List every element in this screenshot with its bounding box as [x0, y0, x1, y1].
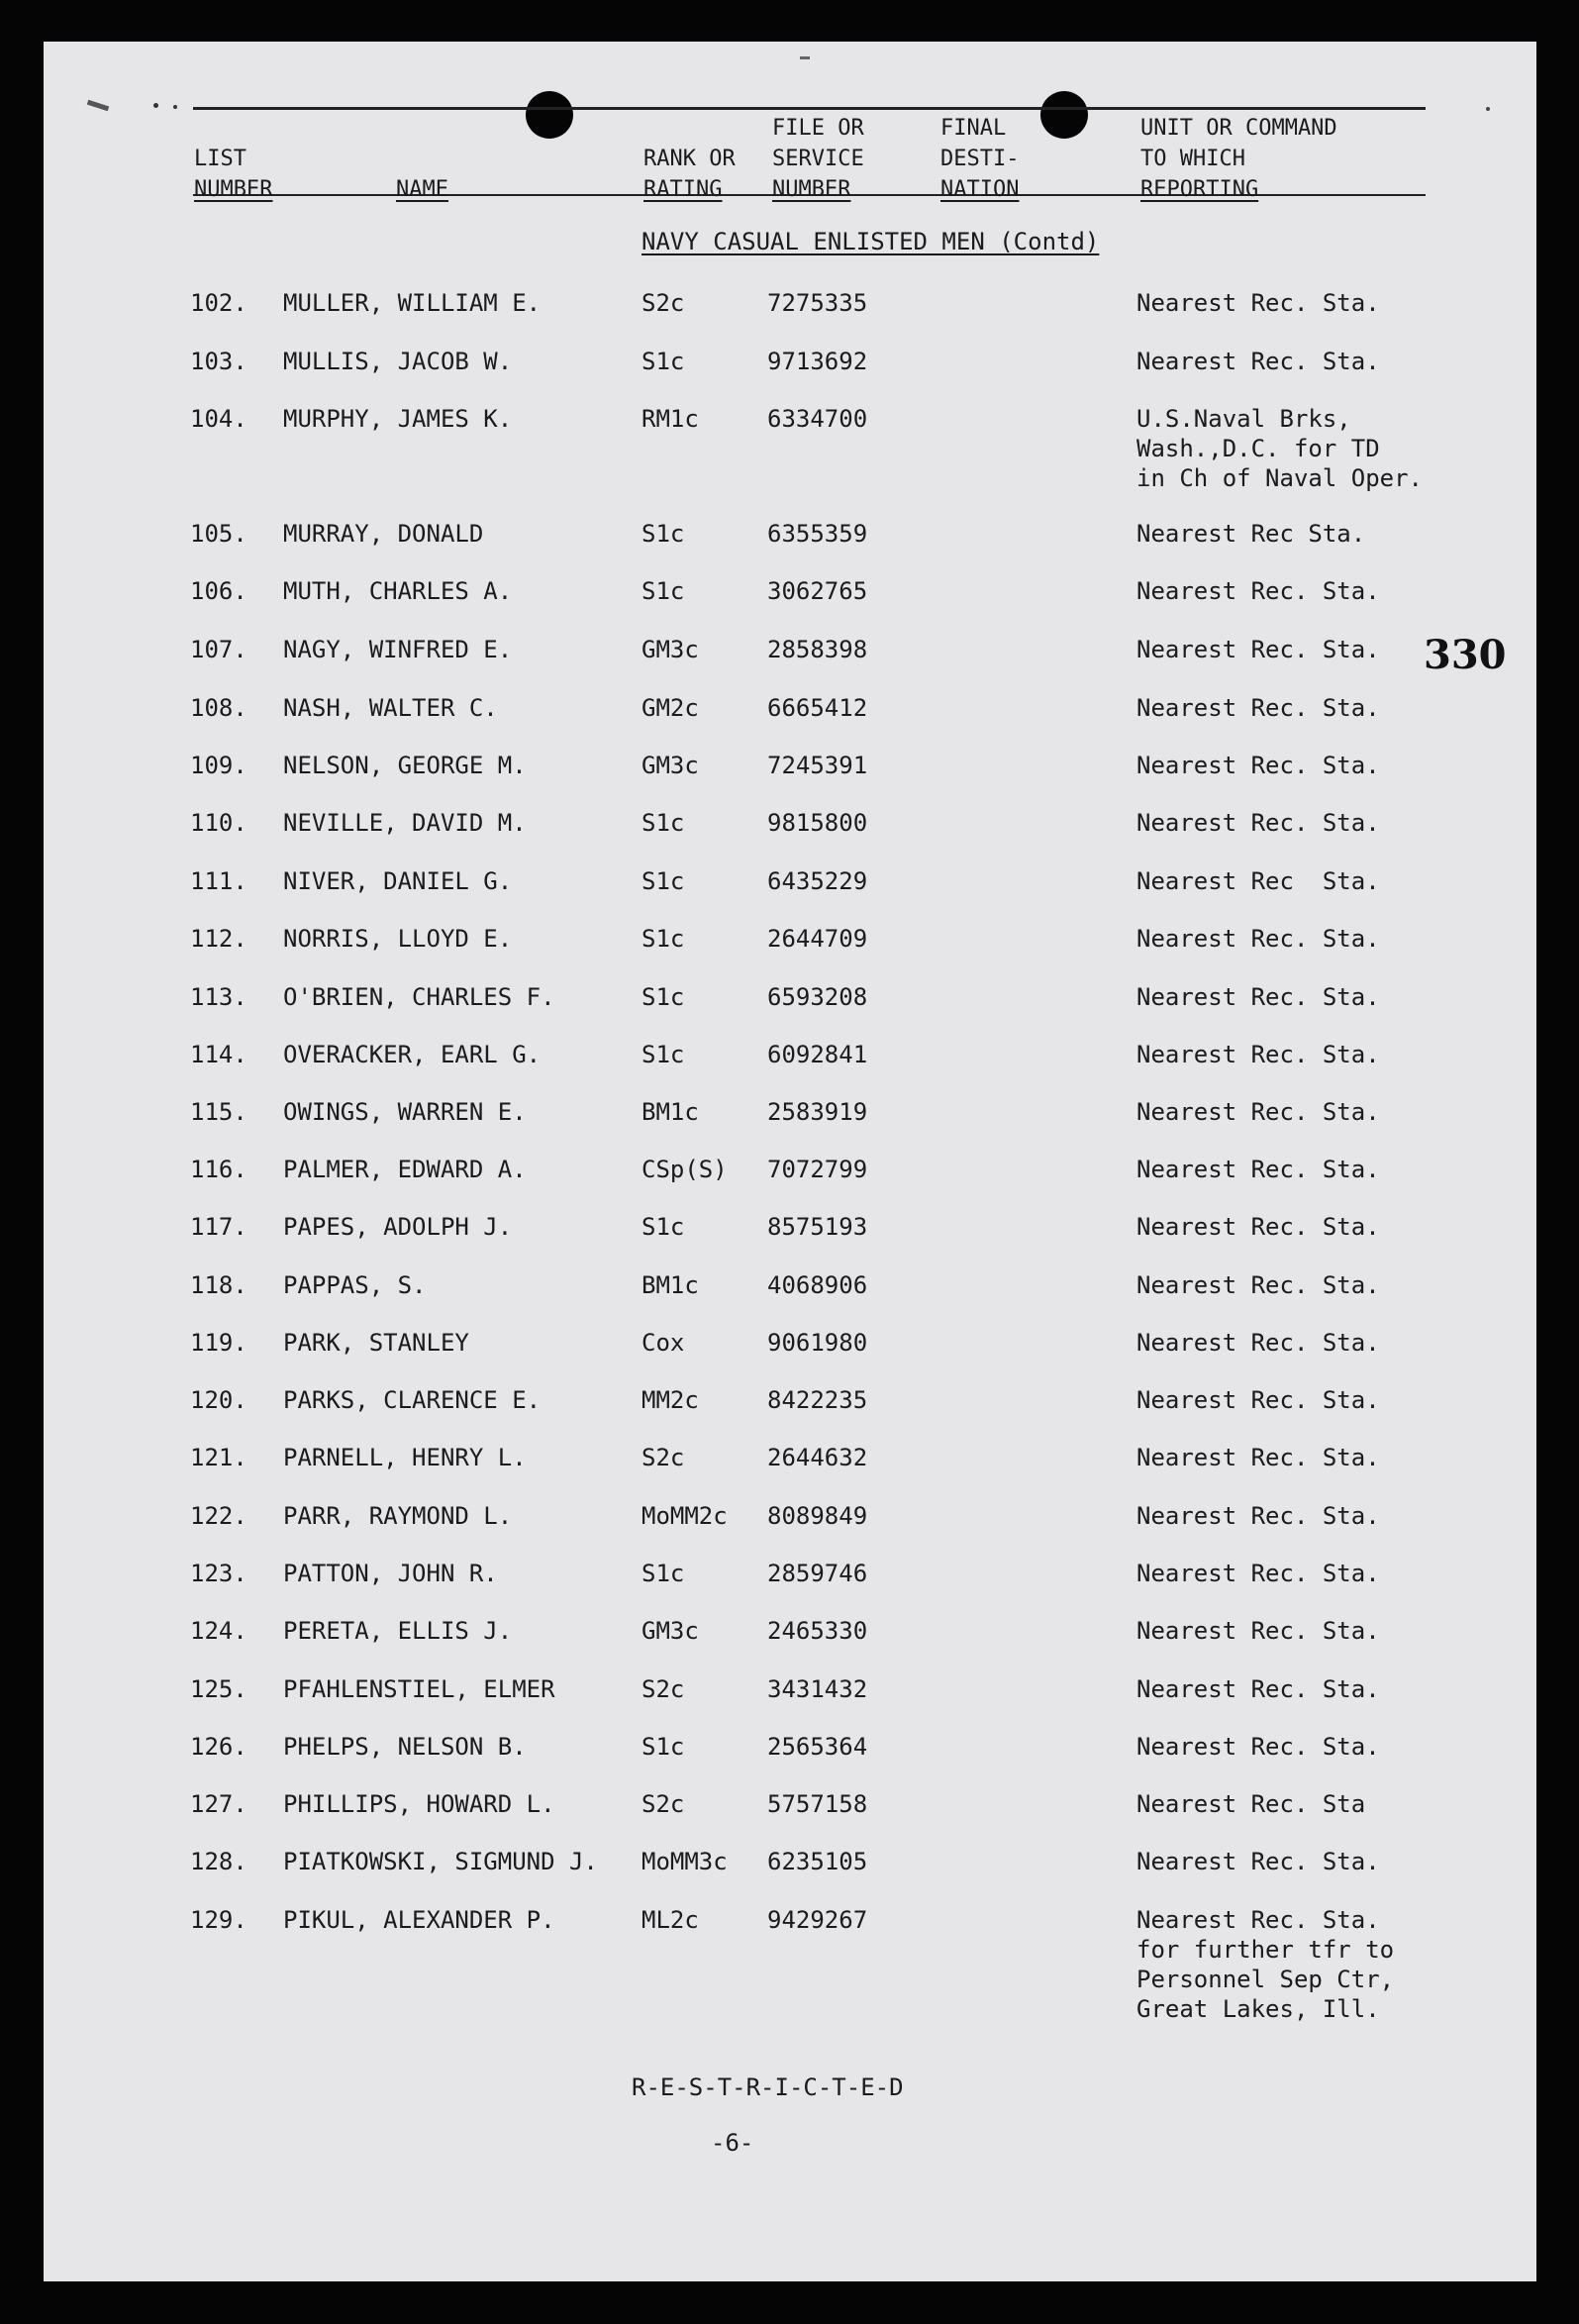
enlisted-name: NEVILLE, DAVID M.: [283, 809, 527, 837]
service-number: 8089849: [767, 1502, 868, 1530]
list-number: 122.: [190, 1502, 247, 1530]
enlisted-name: PAPPAS, S.: [283, 1271, 427, 1299]
reporting-unit: Nearest Rec. Sta.: [1136, 1041, 1380, 1068]
enlisted-name: MUTH, CHARLES A.: [283, 577, 513, 605]
list-number: 114.: [190, 1041, 247, 1068]
reporting-unit: Nearest Rec. Sta.: [1136, 348, 1380, 375]
rating: S1c: [641, 1560, 685, 1587]
reporting-unit: Nearest Rec. Sta.: [1136, 1502, 1380, 1530]
section-title: NAVY CASUAL ENLISTED MEN (Contd): [641, 228, 1100, 255]
reporting-unit: Nearest Rec. Sta: [1136, 1790, 1366, 1818]
enlisted-name: MULLER, WILLIAM E.: [283, 289, 542, 317]
list-number: 113.: [190, 983, 247, 1011]
header-list-number: [194, 144, 272, 205]
list-number: 112.: [190, 925, 247, 953]
list-number: 128.: [190, 1848, 247, 1875]
enlisted-name: NASH, WALTER C.: [283, 694, 498, 722]
rating: S2c: [641, 289, 685, 317]
service-number: 2858398: [767, 636, 868, 663]
enlisted-name: PAPES, ADOLPH J.: [283, 1213, 513, 1241]
list-number: 120.: [190, 1386, 247, 1414]
rating: GM3c: [641, 636, 699, 663]
rating: S1c: [641, 983, 685, 1011]
enlisted-name: MURRAY, DONALD: [283, 520, 484, 548]
reporting-unit: Nearest Rec. Sta.: [1136, 1329, 1380, 1357]
enlisted-name: PHILLIPS, HOWARD L.: [283, 1790, 555, 1818]
list-number: 121.: [190, 1444, 247, 1471]
list-number: 118.: [190, 1271, 247, 1299]
list-number: 109.: [190, 752, 247, 779]
list-number: 111.: [190, 867, 247, 895]
header-top-rule: [193, 107, 1426, 110]
service-number: 6235105: [767, 1848, 868, 1875]
service-number: 2859746: [767, 1560, 868, 1587]
rating: ML2c: [641, 1906, 699, 1934]
reporting-unit: Nearest Rec. Sta.: [1136, 925, 1380, 953]
reporting-unit: Nearest Rec. Sta.: [1136, 577, 1380, 605]
service-number: 2644709: [767, 925, 868, 953]
rating: GM3c: [641, 1617, 699, 1645]
rating: CSp(S): [641, 1156, 728, 1183]
list-number: 102.: [190, 289, 247, 317]
reporting-unit: Nearest Rec. Sta.: [1136, 694, 1380, 722]
reporting-unit: Nearest Rec. Sta.: [1136, 1617, 1380, 1645]
service-number: 6435229: [767, 867, 868, 895]
list-number: 108.: [190, 694, 247, 722]
reporting-unit: Nearest Rec. Sta.: [1136, 809, 1380, 837]
rating: BM1c: [641, 1098, 699, 1126]
list-number: 117.: [190, 1213, 247, 1241]
enlisted-name: PARKS, CLARENCE E.: [283, 1386, 542, 1414]
service-number: 9713692: [767, 348, 868, 375]
reporting-unit: Nearest Rec. Sta.: [1136, 636, 1380, 663]
rating: MoMM3c: [641, 1848, 728, 1875]
rating: S2c: [641, 1790, 685, 1818]
reporting-unit: Nearest Rec. Sta.: [1136, 1386, 1380, 1414]
header-file-text: FILE OR SERVICE NUMBER: [772, 116, 864, 202]
list-number: 123.: [190, 1560, 247, 1587]
list-number: 110.: [190, 809, 247, 837]
rating: MoMM2c: [641, 1502, 728, 1530]
service-number: 3431432: [767, 1675, 868, 1703]
header-name: [396, 174, 448, 205]
reporting-unit: Nearest Rec. Sta.: [1136, 1560, 1380, 1587]
list-number: 126.: [190, 1733, 247, 1761]
reporting-unit: Nearest Rec. Sta.: [1136, 1156, 1380, 1183]
service-number: 4068906: [767, 1271, 868, 1299]
enlisted-name: PARK, STANLEY: [283, 1329, 469, 1357]
punch-hole-right: [1040, 91, 1088, 139]
enlisted-name: PATTON, JOHN R.: [283, 1560, 498, 1587]
rating: S1c: [641, 577, 685, 605]
reporting-unit: Nearest Rec. Sta.: [1136, 1733, 1380, 1761]
punch-hole-left: [526, 91, 573, 139]
enlisted-name: MURPHY, JAMES K.: [283, 405, 513, 433]
list-number: 129.: [190, 1906, 247, 1934]
classification-footer: R-E-S-T-R-I-C-T-E-D: [632, 2073, 904, 2101]
enlisted-name: OVERACKER, EARL G.: [283, 1041, 542, 1068]
service-number: 9061980: [767, 1329, 868, 1357]
rating: S1c: [641, 925, 685, 953]
service-number: 6092841: [767, 1041, 868, 1068]
enlisted-name: O'BRIEN, CHARLES F.: [283, 983, 555, 1011]
service-number: 5757158: [767, 1790, 868, 1818]
service-number: 2644632: [767, 1444, 868, 1471]
header-file: [772, 113, 864, 205]
header-destination: [940, 113, 1019, 205]
reporting-unit: Nearest Rec. Sta.: [1136, 1848, 1380, 1875]
reporting-unit: Nearest Rec. Sta.: [1136, 752, 1380, 779]
enlisted-name: PHELPS, NELSON B.: [283, 1733, 527, 1761]
service-number: 6593208: [767, 983, 868, 1011]
list-number: 107.: [190, 636, 247, 663]
reporting-unit: Nearest Rec. Sta.: [1136, 983, 1380, 1011]
service-number: 7275335: [767, 289, 868, 317]
header-unit-text: UNIT OR COMMAND TO WHICH REPORTING: [1140, 116, 1337, 202]
rating: S1c: [641, 1213, 685, 1241]
enlisted-name: PALMER, EDWARD A.: [283, 1156, 527, 1183]
enlisted-name: PIATKOWSKI, SIGMUND J.: [283, 1848, 598, 1875]
list-number: 116.: [190, 1156, 247, 1183]
margin-page-number: 330: [1424, 632, 1507, 678]
header-rank: [643, 144, 736, 205]
service-number: 7072799: [767, 1156, 868, 1183]
rating: S1c: [641, 1733, 685, 1761]
service-number: 9815800: [767, 809, 868, 837]
reporting-unit: U.S.Naval Brks, Wash.,D.C. for TD in Ch of Naval Oper.: [1136, 405, 1423, 492]
reporting-unit: Nearest Rec. Sta. for further tfr to Personnel Sep Ctr, Great Lakes, Ill.: [1136, 1906, 1395, 2023]
enlisted-name: PARNELL, HENRY L.: [283, 1444, 527, 1471]
reporting-unit: Nearest Rec. Sta.: [1136, 1271, 1380, 1299]
reporting-unit: Nearest Rec. Sta.: [1136, 1675, 1380, 1703]
header-unit: [1140, 113, 1337, 205]
enlisted-name: NAGY, WINFRED E.: [283, 636, 513, 663]
reporting-unit: Nearest Rec Sta.: [1136, 520, 1366, 548]
service-number: 8575193: [767, 1213, 868, 1241]
enlisted-name: NIVER, DANIEL G.: [283, 867, 513, 895]
rating: GM3c: [641, 752, 699, 779]
reporting-unit: Nearest Rec Sta.: [1136, 867, 1380, 895]
header-destination-text: FINAL DESTI- NATION: [940, 116, 1020, 202]
reporting-unit: Nearest Rec. Sta.: [1136, 1213, 1380, 1241]
rating: S1c: [641, 867, 685, 895]
service-number: 3062765: [767, 577, 868, 605]
enlisted-name: PFAHLENSTIEL, ELMER: [283, 1675, 555, 1703]
list-number: 103.: [190, 348, 247, 375]
enlisted-name: MULLIS, JACOB W.: [283, 348, 513, 375]
rating: BM1c: [641, 1271, 699, 1299]
list-number: 104.: [190, 405, 247, 433]
service-number: 2565364: [767, 1733, 868, 1761]
enlisted-name: NORRIS, LLOYD E.: [283, 925, 513, 953]
enlisted-name: PERETA, ELLIS J.: [283, 1617, 513, 1645]
rating: S1c: [641, 520, 685, 548]
enlisted-name: PIKUL, ALEXANDER P.: [283, 1906, 555, 1934]
list-number: 105.: [190, 520, 247, 548]
rating: Cox: [641, 1329, 685, 1357]
list-number: 106.: [190, 577, 247, 605]
list-number: 115.: [190, 1098, 247, 1126]
rating: S2c: [641, 1675, 685, 1703]
list-number: 124.: [190, 1617, 247, 1645]
page-number-footer: -6-: [711, 2129, 754, 2157]
enlisted-name: PARR, RAYMOND L.: [283, 1502, 513, 1530]
reporting-unit: Nearest Rec. Sta.: [1136, 1098, 1380, 1126]
service-number: 6355359: [767, 520, 868, 548]
rating: MM2c: [641, 1386, 699, 1414]
rating: RM1c: [641, 405, 699, 433]
service-number: 6334700: [767, 405, 868, 433]
header-list-number-text: LIST NUMBER: [194, 147, 273, 202]
service-number: 8422235: [767, 1386, 868, 1414]
service-number: 9429267: [767, 1906, 868, 1934]
list-number: 125.: [190, 1675, 247, 1703]
rating: S2c: [641, 1444, 685, 1471]
service-number: 7245391: [767, 752, 868, 779]
list-number: 119.: [190, 1329, 247, 1357]
rating: S1c: [641, 1041, 685, 1068]
rating: S1c: [641, 809, 685, 837]
enlisted-name: NELSON, GEORGE M.: [283, 752, 527, 779]
rating: S1c: [641, 348, 685, 375]
reporting-unit: Nearest Rec. Sta.: [1136, 289, 1380, 317]
service-number: 2583919: [767, 1098, 868, 1126]
reporting-unit: Nearest Rec. Sta.: [1136, 1444, 1380, 1471]
rating: GM2c: [641, 694, 699, 722]
header-name-text: NAME: [396, 177, 448, 202]
list-number: 127.: [190, 1790, 247, 1818]
header-rank-text: RANK OR RATING: [643, 147, 736, 202]
service-number: 2465330: [767, 1617, 868, 1645]
enlisted-name: OWINGS, WARREN E.: [283, 1098, 527, 1126]
service-number: 6665412: [767, 694, 868, 722]
